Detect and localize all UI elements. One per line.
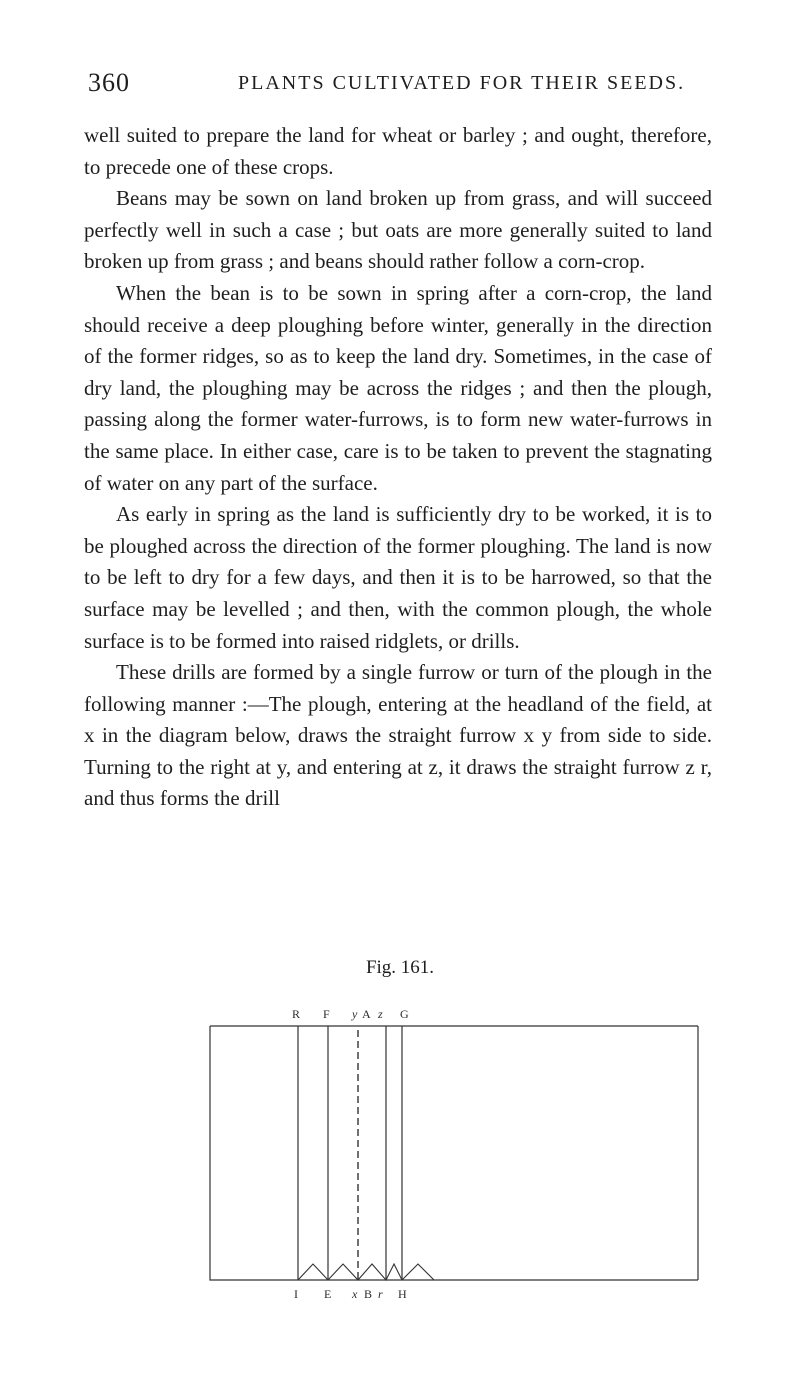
field-drill-diagram <box>180 990 720 1310</box>
label-bottom-e: E <box>324 1287 332 1301</box>
label-top-r: R <box>292 1007 301 1021</box>
label-bottom-r: r <box>378 1287 383 1301</box>
drill-ridglet-right <box>402 1264 434 1280</box>
label-top-f: F <box>323 1007 330 1021</box>
label-top-y: y <box>352 1007 358 1021</box>
label-bottom-x: x <box>352 1287 358 1301</box>
page-number: 360 <box>88 68 130 97</box>
paragraph-early-spring: As early in spring as the land is sufficiently dry to be worked, it is to be ploughed across the direction of the former ploughing. The land is now to be left to dry for a few days, and then it is to be harrowed, so that the surface may be levelled ; and then, with the common plough, the whole surface is to be formed into raised ridglets, or drills. <box>84 502 712 653</box>
label-bottom-h: H <box>398 1287 407 1301</box>
running-head: PLANTS CULTIVATED FOR THEIR SEEDS. <box>238 72 686 94</box>
body-text <box>84 120 712 815</box>
paragraph-drill-forming: These drills are formed by a single furrow or turn of the plough in the following manner :—The plough, entering at the headland of the field, at x in the diagram below, draws the straight furrow x y from side to side. Turning to the right at y, and entering at z, it draws the straight furrow z r, and thus forms the drill <box>84 660 712 811</box>
field-outline <box>210 1026 698 1280</box>
figure-caption: Fig. 161. <box>365 957 435 978</box>
label-top-a: A <box>362 1007 371 1021</box>
paragraph-beans-on-grass: Beans may be sown on land broken up from grass, and will succeed perfectly well in such a case ; but oats are more generally suited to land broken up from grass ; and beans should rather follow a corn-crop. <box>84 186 712 274</box>
label-top-g: G <box>400 1007 409 1021</box>
label-bottom-b: B <box>364 1287 373 1301</box>
label-bottom-i: I <box>294 1287 298 1301</box>
label-top-z: z <box>378 1007 383 1021</box>
paragraph-continued: well suited to prepare the land for wheat or barley ; and ought, therefore, to precede one of these crops. <box>84 123 712 179</box>
page-header <box>88 68 708 108</box>
paragraph-spring-sowing: When the bean is to be sown in spring after a corn-crop, the land should receive a deep ploughing before winter, generally in the direction of the former ridges, so as to keep the land dry. Sometimes, in the case of dry land, the ploughing may be across the ridges ; and then the plough, passing along the former water-furrows, is to form new water-furrows in the same place. In either case, care is to be taken to prevent the stagnating of water on any part of the surface. <box>84 280 712 495</box>
